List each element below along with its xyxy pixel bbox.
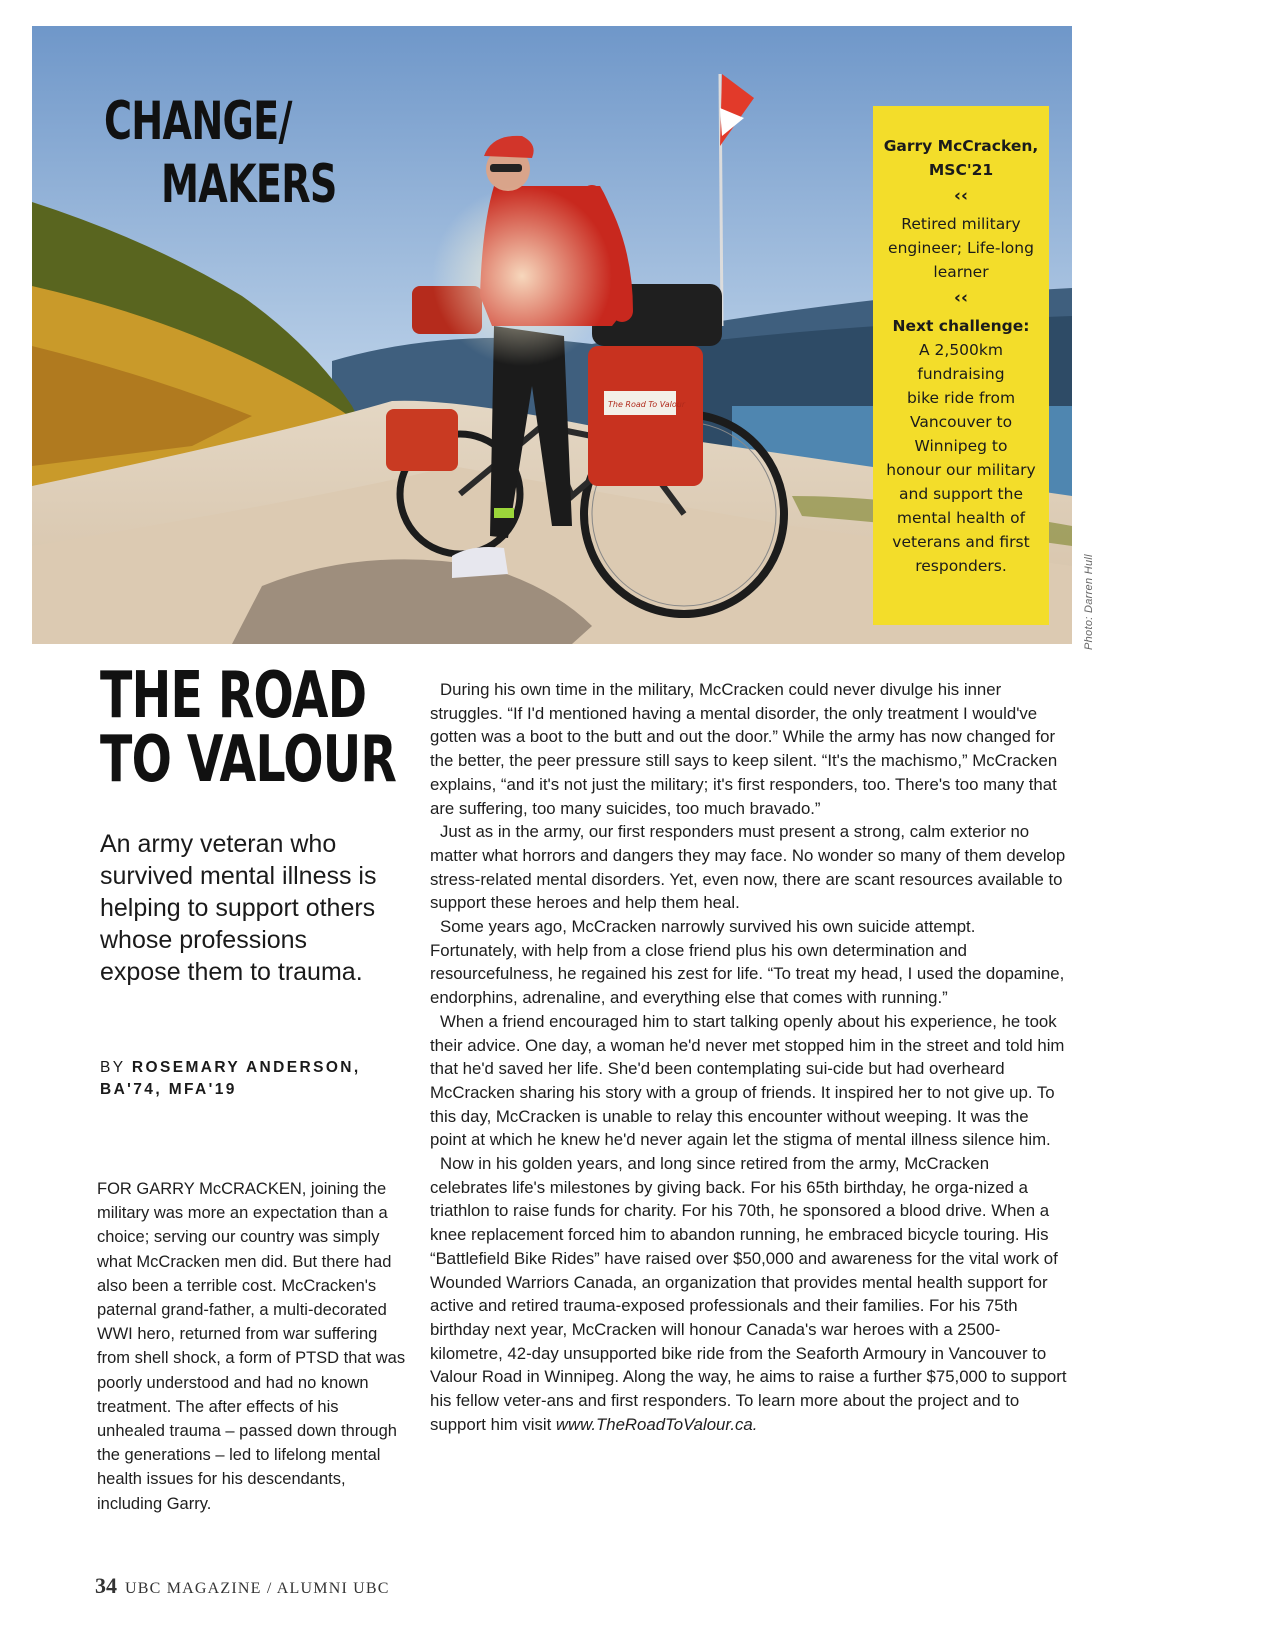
headline-line2: TO VALOUR (100, 723, 397, 797)
byline-prefix: BY (100, 1059, 126, 1076)
page-number: 34 (95, 1573, 117, 1598)
sidebar-role-line: engineer; Life-long (888, 239, 1034, 257)
body-paragraph: Just as in the army, our first responders must present a strong, calm exterior no matter what horrors and dangers they may face. No wonder so many of them develop stress-related mental disorders. Yet, even now, there are scant resources available to support these heroes and help them heal. (430, 822, 1066, 913)
section-kicker-line1: CHANGE/ (104, 91, 292, 152)
sidebar-role-line: Retired military (901, 215, 1021, 233)
sidebar-challenge-line: A 2,500km (919, 341, 1003, 359)
intro-paragraph: FOR GARRY McCRACKEN, joining the military was more an expectation than a choice; serving our country was simply what McCracken men did. But there had also been a terrible cost. McCracken's paternal grand-father, a multi-decorated WWI hero, returned from war suffering from shell shock, a form of PTSD that was poorly understood and had no known treatment. The after effects of his unhealed trauma – passed down through the generations – led to lifelong mental health issues for his descendants, including Garry. (97, 1180, 406, 1513)
photo-credit: Photo: Darren Hull (1083, 554, 1095, 650)
sidebar-challenge-line: honour our military (886, 461, 1036, 479)
website-link[interactable]: www.TheRoadToValour.ca. (555, 1414, 758, 1434)
publication-name: UBC MAGAZINE / ALUMNI UBC (125, 1580, 390, 1597)
sidebar-challenge-line: Winnipeg to (914, 437, 1008, 455)
article-headline (100, 659, 397, 797)
article-byline (100, 1057, 400, 1101)
sidebar-challenge-line: and support the (899, 485, 1023, 503)
profile-sidebar (873, 106, 1049, 625)
sidebar-challenge-line: mental health of (896, 509, 1026, 527)
page-footer (95, 1573, 390, 1599)
sidebar-challenge-line: Vancouver to (909, 413, 1013, 431)
sidebar-role-line: learner (933, 263, 989, 281)
body-paragraph: When a friend encouraged him to start talking openly about his experience, he took their advice. One day, a woman he'd never met stopped him in the street and told him that he'd saved her life. She'd been contemplating sui-cide but had overheard McCracken sharing his story with a group of friends. It inspired her to not give up. To this day, McCracken is unable to relay this encounter without weeping. It was the point at which he knew he'd never again let the stigma of mental illness silence him. (430, 1011, 1065, 1150)
sidebar-separator-2: ‹‹ (953, 288, 968, 308)
sidebar-challenge-line: veterans and first (892, 533, 1030, 551)
body-paragraph: During his own time in the military, McCracken could never divulge his inner struggles. “If I'd mentioned having a mental disorder, the only treatment I would've gotten was a boot to the butt and out the door.” While the army has now changed for the better, the peer pressure still says to keep silent. “It's the machismo,” McCracken explains, “and it's not just the military; it's first responders, too. There's too many that are suffering, too many suicides, too much bravado.” (430, 680, 1058, 818)
body-paragraph-last (430, 1152, 1067, 1436)
bag-label: The Road To Valour (608, 400, 686, 409)
sidebar-degree: MSC'21 (928, 161, 994, 179)
sidebar-challenge-line: fundraising (917, 365, 1005, 383)
sidebar-challenge-label: Next challenge: (892, 317, 1030, 335)
sidebar-name: Garry McCracken, (883, 137, 1039, 155)
section-kicker-line2: MAKERS (161, 154, 337, 215)
article-body (430, 678, 1067, 1437)
article-dek: An army veteran who survived mental illness is helping to support others whose professions expose them to trauma. (100, 830, 377, 986)
byline-author: ROSEMARY ANDERSON, (131, 1059, 361, 1076)
sidebar-challenge-line: bike ride from (906, 389, 1016, 407)
last-paragraph-text: Now in his golden years, and long since retired from the army, McCracken celebrates life's milestones by giving back. For his 65th birthday, he orga-nized a triathlon to raise funds for charity. For his 70th, he sponsored a blood drive. When a knee replacement forced him to abandon running, he embraced bicycle touring. His “Battlefield Bike Rides” have raised over $50,000 and awareness for the vital work of Wounded Warriors Canada, an organization that provides mental health support for active and retired trauma-exposed professionals and their families. For his 75th birthday next year, McCracken will honour Canada's war heroes with a 2500-kilometre, 42-day unsupported bike ride from the Seaforth Armoury in Vancouver to Valour Road in Winnipeg. Along the way, he aims to raise a further $75,000 to support his fellow veter-ans and first responders. To learn more about the project and to support him visit (430, 1154, 1067, 1434)
sidebar-challenge-line: responders. (915, 557, 1007, 575)
byline-credentials: BA'74, MFA'19 (100, 1081, 237, 1098)
sidebar-separator-1: ‹‹ (953, 186, 968, 206)
headline-line1: THE ROAD (100, 659, 367, 733)
body-paragraph: Some years ago, McCracken narrowly survived his own suicide attempt. Fortunately, with help from a close friend plus his own determination and resourcefulness, he regained his zest for life. “To treat my head, I used the dopamine, endorphins, adrenaline, and everything else that comes with running.” (430, 917, 1065, 1008)
